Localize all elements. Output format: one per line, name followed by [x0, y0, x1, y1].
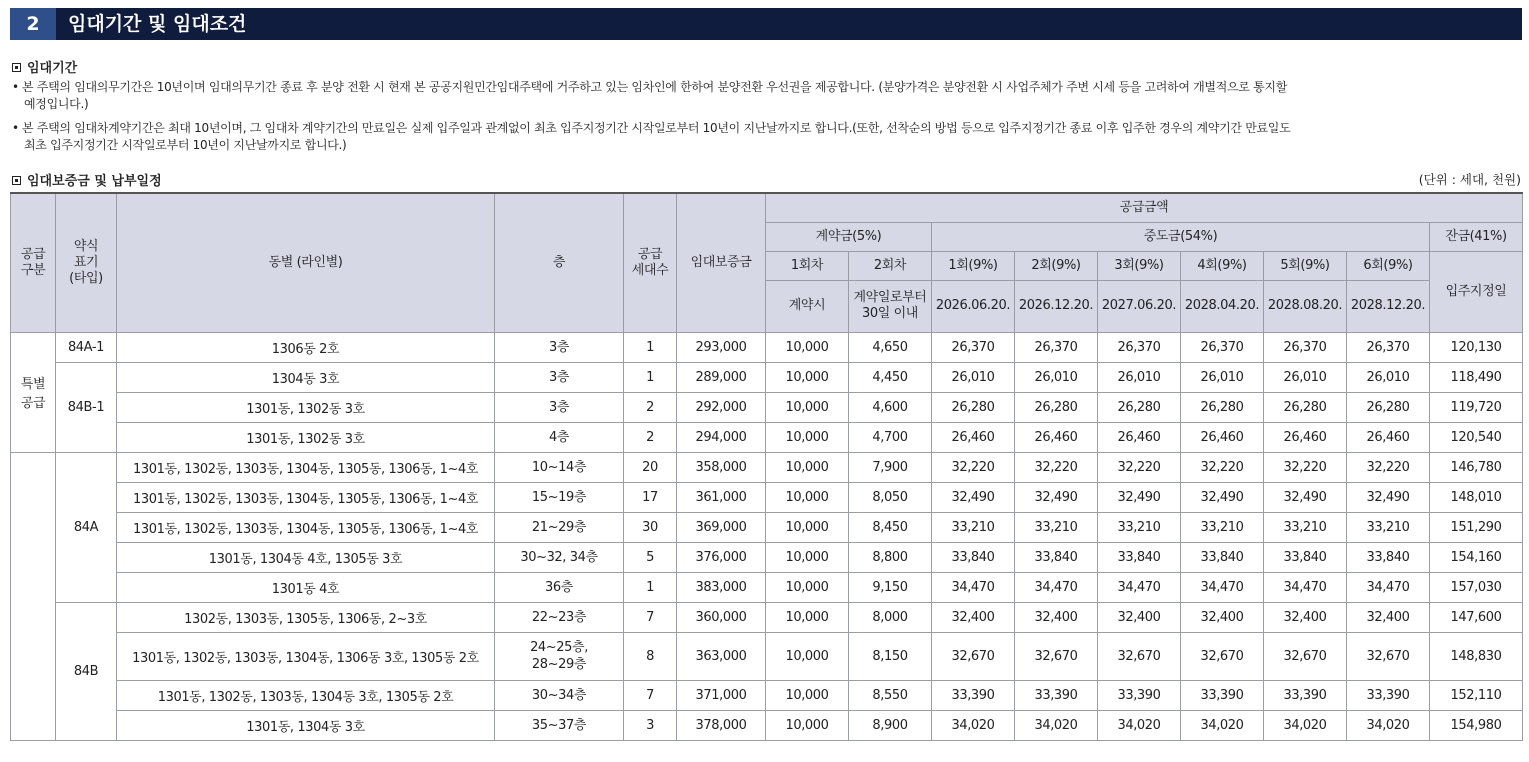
cell-interim-1: 33,390: [932, 680, 1015, 710]
cell-contract-1: 10,000: [766, 680, 849, 710]
cell-contract-1: 10,000: [766, 482, 849, 512]
cell-contract-1: 10,000: [766, 512, 849, 542]
cell-interim-4: 32,490: [1181, 482, 1264, 512]
cell-interim-1: 26,460: [932, 422, 1015, 452]
group-special-supply: 특별 공급: [11, 332, 56, 452]
cell-balance: 148,010: [1430, 482, 1523, 512]
col-interim-3: 3회(9%): [1098, 251, 1181, 280]
cell-contract-1: 10,000: [766, 710, 849, 740]
cell-interim-2: 32,670: [1015, 632, 1098, 680]
cell-balance: 148,830: [1430, 632, 1523, 680]
cell-interim-6: 26,460: [1347, 422, 1430, 452]
cell-interim-5: 32,490: [1264, 482, 1347, 512]
col-supply-amount: 공급금액: [766, 193, 1523, 222]
cell-contract-2: 8,550: [849, 680, 932, 710]
cell-interim-4: 33,390: [1181, 680, 1264, 710]
cell-interim-1: 32,220: [932, 452, 1015, 482]
cell-interim-6: 33,390: [1347, 680, 1430, 710]
cell-floor: 3층: [495, 392, 624, 422]
cell-interim-1: 26,010: [932, 362, 1015, 392]
cell-interim-5: 34,470: [1264, 572, 1347, 602]
col-contract-2-date: 계약일로부터 30일 이내: [849, 280, 932, 332]
cell-contract-2: 4,450: [849, 362, 932, 392]
cell-contract-1: 10,000: [766, 572, 849, 602]
col-interim-3-date: 2027.06.20.: [1098, 280, 1181, 332]
cell-units: 2: [624, 392, 677, 422]
table-row: [11, 572, 1523, 602]
cell-contract-1: 10,000: [766, 392, 849, 422]
table-row: [11, 710, 1523, 740]
cell-interim-4: 34,470: [1181, 572, 1264, 602]
col-interim-4-date: 2028.04.20.: [1181, 280, 1264, 332]
cell-interim-3: 34,020: [1098, 710, 1181, 740]
cell-deposit: 294,000: [677, 422, 766, 452]
cell-units: 7: [624, 680, 677, 710]
cell-units: 8: [624, 632, 677, 680]
col-floor: 층: [495, 193, 624, 332]
cell-interim-5: 34,020: [1264, 710, 1347, 740]
cell-interim-4: 32,670: [1181, 632, 1264, 680]
rental-period-paragraph-1: • 본 주택의 임대의무기간은 10년이며 임대의무기간 종료 후 분양 전환 시 현재 본 공공지원민간임대주택에 거주하고 있는 임차인에 한하여 분양전환 우선권을 제공합니다. (분양가격은 분양전환 시 사업주체가 주변 시세 등을 고려하여 개별적으로 통지할 예정입니다.): [12, 80, 1287, 111]
cell-interim-1: 34,020: [932, 710, 1015, 740]
cell-floor: 4층: [495, 422, 624, 452]
col-units: 공급 세대수: [624, 193, 677, 332]
cell-deposit: 360,000: [677, 602, 766, 632]
cell-contract-2: 4,700: [849, 422, 932, 452]
cell-contract-2: 7,900: [849, 452, 932, 482]
cell-interim-3: 32,490: [1098, 482, 1181, 512]
cell-balance: 152,110: [1430, 680, 1523, 710]
cell-contract-2: 8,000: [849, 602, 932, 632]
section-number: 2: [10, 8, 56, 40]
table-row: [11, 332, 1523, 362]
cell-deposit: 292,000: [677, 392, 766, 422]
cell-floor: 3층: [495, 362, 624, 392]
col-balance-date: 입주지정일: [1430, 251, 1523, 332]
cell-interim-6: 32,670: [1347, 632, 1430, 680]
cell-interim-3: 26,370: [1098, 332, 1181, 362]
cell-deposit: 371,000: [677, 680, 766, 710]
cell-deposit: 378,000: [677, 710, 766, 740]
cell-contract-2: 4,600: [849, 392, 932, 422]
cell-interim-5: 32,670: [1264, 632, 1347, 680]
square-bullet-icon: [12, 63, 21, 72]
rental-period-heading: 임대기간: [12, 57, 77, 76]
cell-building: 1301동, 1304동 4호, 1305동 3호: [117, 542, 495, 572]
cell-contract-1: 10,000: [766, 362, 849, 392]
col-contract-2: 2회차: [849, 251, 932, 280]
cell-interim-4: 26,280: [1181, 392, 1264, 422]
cell-contract-1: 10,000: [766, 422, 849, 452]
cell-units: 3: [624, 710, 677, 740]
cell-floor: 21~29층: [495, 512, 624, 542]
cell-deposit: 383,000: [677, 572, 766, 602]
cell-building: 1304동 3호: [117, 362, 495, 392]
cell-floor: 36층: [495, 572, 624, 602]
cell-interim-5: 26,370: [1264, 332, 1347, 362]
cell-interim-6: 26,370: [1347, 332, 1430, 362]
cell-deposit: 363,000: [677, 632, 766, 680]
table-row: [11, 542, 1523, 572]
cell-building: 1301동, 1302동, 1303동, 1304동 3호, 1305동 2호: [117, 680, 495, 710]
cell-interim-3: 26,010: [1098, 362, 1181, 392]
cell-interim-2: 32,490: [1015, 482, 1098, 512]
cell-floor: 3층: [495, 332, 624, 362]
cell-units: 30: [624, 512, 677, 542]
cell-floor: 10~14층: [495, 452, 624, 482]
cell-interim-2: 34,470: [1015, 572, 1098, 602]
cell-contract-2: 4,650: [849, 332, 932, 362]
deposit-heading: 임대보증금 및 납부일정: [12, 170, 162, 189]
cell-interim-4: 32,220: [1181, 452, 1264, 482]
rental-period-paragraph-2: • 본 주택의 임대차계약기간은 최대 10년이며, 그 임대차 계약기간의 만료일은 실제 입주일과 관계없이 최초 입주지정기간 시작일로부터 10년이 지난날까지로 합니다.(또한, 선착순의 방법 등으로 입주지정기간 종료 이후 입주한 경우의 계약기간 만료일도 최초 입주지정기간 시작일로부터 10년이 지난날까지로 합니다.): [12, 121, 1291, 152]
cell-floor: 15~19층: [495, 482, 624, 512]
cell-units: 5: [624, 542, 677, 572]
cell-contract-1: 10,000: [766, 602, 849, 632]
cell-deposit: 293,000: [677, 332, 766, 362]
cell-interim-4: 26,010: [1181, 362, 1264, 392]
cell-interim-6: 34,470: [1347, 572, 1430, 602]
cell-interim-5: 32,400: [1264, 602, 1347, 632]
cell-building: 1301동, 1302동, 1303동, 1304동, 1306동 3호, 1305동 2호: [117, 632, 495, 680]
cell-interim-1: 33,210: [932, 512, 1015, 542]
cell-interim-6: 34,020: [1347, 710, 1430, 740]
cell-building: 1301동, 1302동, 1303동, 1304동, 1305동, 1306동, 1~4호: [117, 482, 495, 512]
col-type-code: 약식 표기 (타입): [56, 193, 117, 332]
cell-deposit: 369,000: [677, 512, 766, 542]
square-bullet-icon: [12, 176, 21, 185]
cell-interim-6: 32,220: [1347, 452, 1430, 482]
cell-interim-2: 26,010: [1015, 362, 1098, 392]
cell-building: 1301동, 1304동 3호: [117, 710, 495, 740]
cell-units: 20: [624, 452, 677, 482]
cell-floor: 22~23층: [495, 602, 624, 632]
cell-building: 1301동, 1302동, 1303동, 1304동, 1305동, 1306동, 1~4호: [117, 512, 495, 542]
col-contract: 계약금(5%): [766, 222, 932, 251]
table-row: [11, 422, 1523, 452]
deposit-schedule-table: [10, 192, 1523, 741]
unit-note: (단위 : 세대, 천원): [1418, 172, 1521, 187]
type-84b: 84B: [56, 602, 117, 740]
cell-interim-6: 26,280: [1347, 392, 1430, 422]
col-contract-1: 1회차: [766, 251, 849, 280]
table-row: [11, 452, 1523, 482]
cell-contract-2: 8,900: [849, 710, 932, 740]
cell-interim-1: 32,490: [932, 482, 1015, 512]
table-row: [11, 632, 1523, 680]
type-84a-1: 84A-1: [56, 332, 117, 362]
cell-interim-6: 26,010: [1347, 362, 1430, 392]
cell-interim-3: 33,390: [1098, 680, 1181, 710]
table-row: [11, 482, 1523, 512]
type-84a: 84A: [56, 452, 117, 602]
table-row: [11, 680, 1523, 710]
col-interim: 중도금(54%): [932, 222, 1430, 251]
cell-building: 1302동, 1303동, 1305동, 1306동, 2~3호: [117, 602, 495, 632]
cell-interim-3: 34,470: [1098, 572, 1181, 602]
cell-contract-1: 10,000: [766, 452, 849, 482]
cell-building: 1301동, 1302동 3호: [117, 392, 495, 422]
cell-contract-1: 10,000: [766, 542, 849, 572]
table-row: [11, 512, 1523, 542]
col-supply-type: 공급 구분: [11, 193, 56, 332]
cell-balance: 157,030: [1430, 572, 1523, 602]
cell-balance: 151,290: [1430, 512, 1523, 542]
cell-units: 1: [624, 572, 677, 602]
cell-interim-2: 26,370: [1015, 332, 1098, 362]
cell-interim-3: 32,220: [1098, 452, 1181, 482]
col-deposit: 임대보증금: [677, 193, 766, 332]
table-row: [11, 602, 1523, 632]
cell-interim-2: 32,400: [1015, 602, 1098, 632]
col-interim-4: 4회(9%): [1181, 251, 1264, 280]
section-title: 임대기간 및 임대조건: [68, 13, 247, 35]
cell-deposit: 358,000: [677, 452, 766, 482]
col-interim-1-date: 2026.06.20.: [932, 280, 1015, 332]
col-interim-5-date: 2028.08.20.: [1264, 280, 1347, 332]
cell-interim-5: 33,840: [1264, 542, 1347, 572]
cell-interim-1: 34,470: [932, 572, 1015, 602]
cell-balance: 154,160: [1430, 542, 1523, 572]
col-interim-5: 5회(9%): [1264, 251, 1347, 280]
cell-deposit: 376,000: [677, 542, 766, 572]
cell-interim-3: 33,840: [1098, 542, 1181, 572]
cell-interim-1: 32,670: [932, 632, 1015, 680]
cell-floor: 35~37층: [495, 710, 624, 740]
table-row: [11, 362, 1523, 392]
cell-interim-4: 33,210: [1181, 512, 1264, 542]
cell-interim-2: 33,210: [1015, 512, 1098, 542]
cell-interim-5: 33,210: [1264, 512, 1347, 542]
cell-balance: 118,490: [1430, 362, 1523, 392]
cell-interim-5: 33,390: [1264, 680, 1347, 710]
cell-interim-2: 32,220: [1015, 452, 1098, 482]
cell-interim-5: 26,460: [1264, 422, 1347, 452]
cell-interim-4: 32,400: [1181, 602, 1264, 632]
cell-interim-4: 34,020: [1181, 710, 1264, 740]
cell-units: 1: [624, 332, 677, 362]
cell-units: 7: [624, 602, 677, 632]
col-building: 동별 (라인별): [117, 193, 495, 332]
cell-building: 1301동, 1302동, 1303동, 1304동, 1305동, 1306동, 1~4호: [117, 452, 495, 482]
cell-balance: 147,600: [1430, 602, 1523, 632]
cell-building: 1306동 2호: [117, 332, 495, 362]
cell-floor: 24~25층, 28~29층: [495, 632, 624, 680]
table-body: [11, 332, 1523, 740]
cell-interim-4: 26,370: [1181, 332, 1264, 362]
cell-interim-2: 26,280: [1015, 392, 1098, 422]
cell-balance: 119,720: [1430, 392, 1523, 422]
cell-interim-3: 32,670: [1098, 632, 1181, 680]
cell-contract-2: 8,050: [849, 482, 932, 512]
group-general-supply: [11, 452, 56, 740]
cell-interim-5: 26,280: [1264, 392, 1347, 422]
col-interim-6-date: 2028.12.20.: [1347, 280, 1430, 332]
col-balance: 잔금(41%): [1430, 222, 1523, 251]
cell-units: 17: [624, 482, 677, 512]
cell-interim-4: 26,460: [1181, 422, 1264, 452]
cell-interim-3: 26,280: [1098, 392, 1181, 422]
cell-interim-1: 33,840: [932, 542, 1015, 572]
section-header: [10, 8, 1522, 40]
cell-interim-6: 33,210: [1347, 512, 1430, 542]
cell-balance: 120,540: [1430, 422, 1523, 452]
cell-floor: 30~32, 34층: [495, 542, 624, 572]
cell-building: 1301동 4호: [117, 572, 495, 602]
cell-interim-6: 33,840: [1347, 542, 1430, 572]
col-interim-6: 6회(9%): [1347, 251, 1430, 280]
cell-interim-2: 33,390: [1015, 680, 1098, 710]
cell-interim-1: 26,280: [932, 392, 1015, 422]
cell-interim-1: 26,370: [932, 332, 1015, 362]
col-interim-2-date: 2026.12.20.: [1015, 280, 1098, 332]
col-contract-1-date: 계약시: [766, 280, 849, 332]
cell-contract-1: 10,000: [766, 632, 849, 680]
cell-building: 1301동, 1302동 3호: [117, 422, 495, 452]
table-row: [11, 392, 1523, 422]
cell-balance: 146,780: [1430, 452, 1523, 482]
cell-contract-2: 9,150: [849, 572, 932, 602]
cell-balance: 154,980: [1430, 710, 1523, 740]
cell-deposit: 289,000: [677, 362, 766, 392]
cell-interim-2: 26,460: [1015, 422, 1098, 452]
cell-interim-1: 32,400: [932, 602, 1015, 632]
cell-interim-2: 33,840: [1015, 542, 1098, 572]
cell-floor: 30~34층: [495, 680, 624, 710]
cell-deposit: 361,000: [677, 482, 766, 512]
cell-interim-4: 33,840: [1181, 542, 1264, 572]
cell-units: 2: [624, 422, 677, 452]
cell-interim-6: 32,400: [1347, 602, 1430, 632]
cell-contract-2: 8,800: [849, 542, 932, 572]
cell-interim-3: 26,460: [1098, 422, 1181, 452]
cell-interim-2: 34,020: [1015, 710, 1098, 740]
type-84b-1: 84B-1: [56, 362, 117, 452]
cell-interim-6: 32,490: [1347, 482, 1430, 512]
cell-balance: 120,130: [1430, 332, 1523, 362]
cell-contract-1: 10,000: [766, 332, 849, 362]
col-interim-1: 1회(9%): [932, 251, 1015, 280]
cell-contract-2: 8,450: [849, 512, 932, 542]
cell-contract-2: 8,150: [849, 632, 932, 680]
cell-interim-5: 26,010: [1264, 362, 1347, 392]
cell-interim-3: 32,400: [1098, 602, 1181, 632]
cell-units: 1: [624, 362, 677, 392]
cell-interim-3: 33,210: [1098, 512, 1181, 542]
col-interim-2: 2회(9%): [1015, 251, 1098, 280]
cell-interim-5: 32,220: [1264, 452, 1347, 482]
